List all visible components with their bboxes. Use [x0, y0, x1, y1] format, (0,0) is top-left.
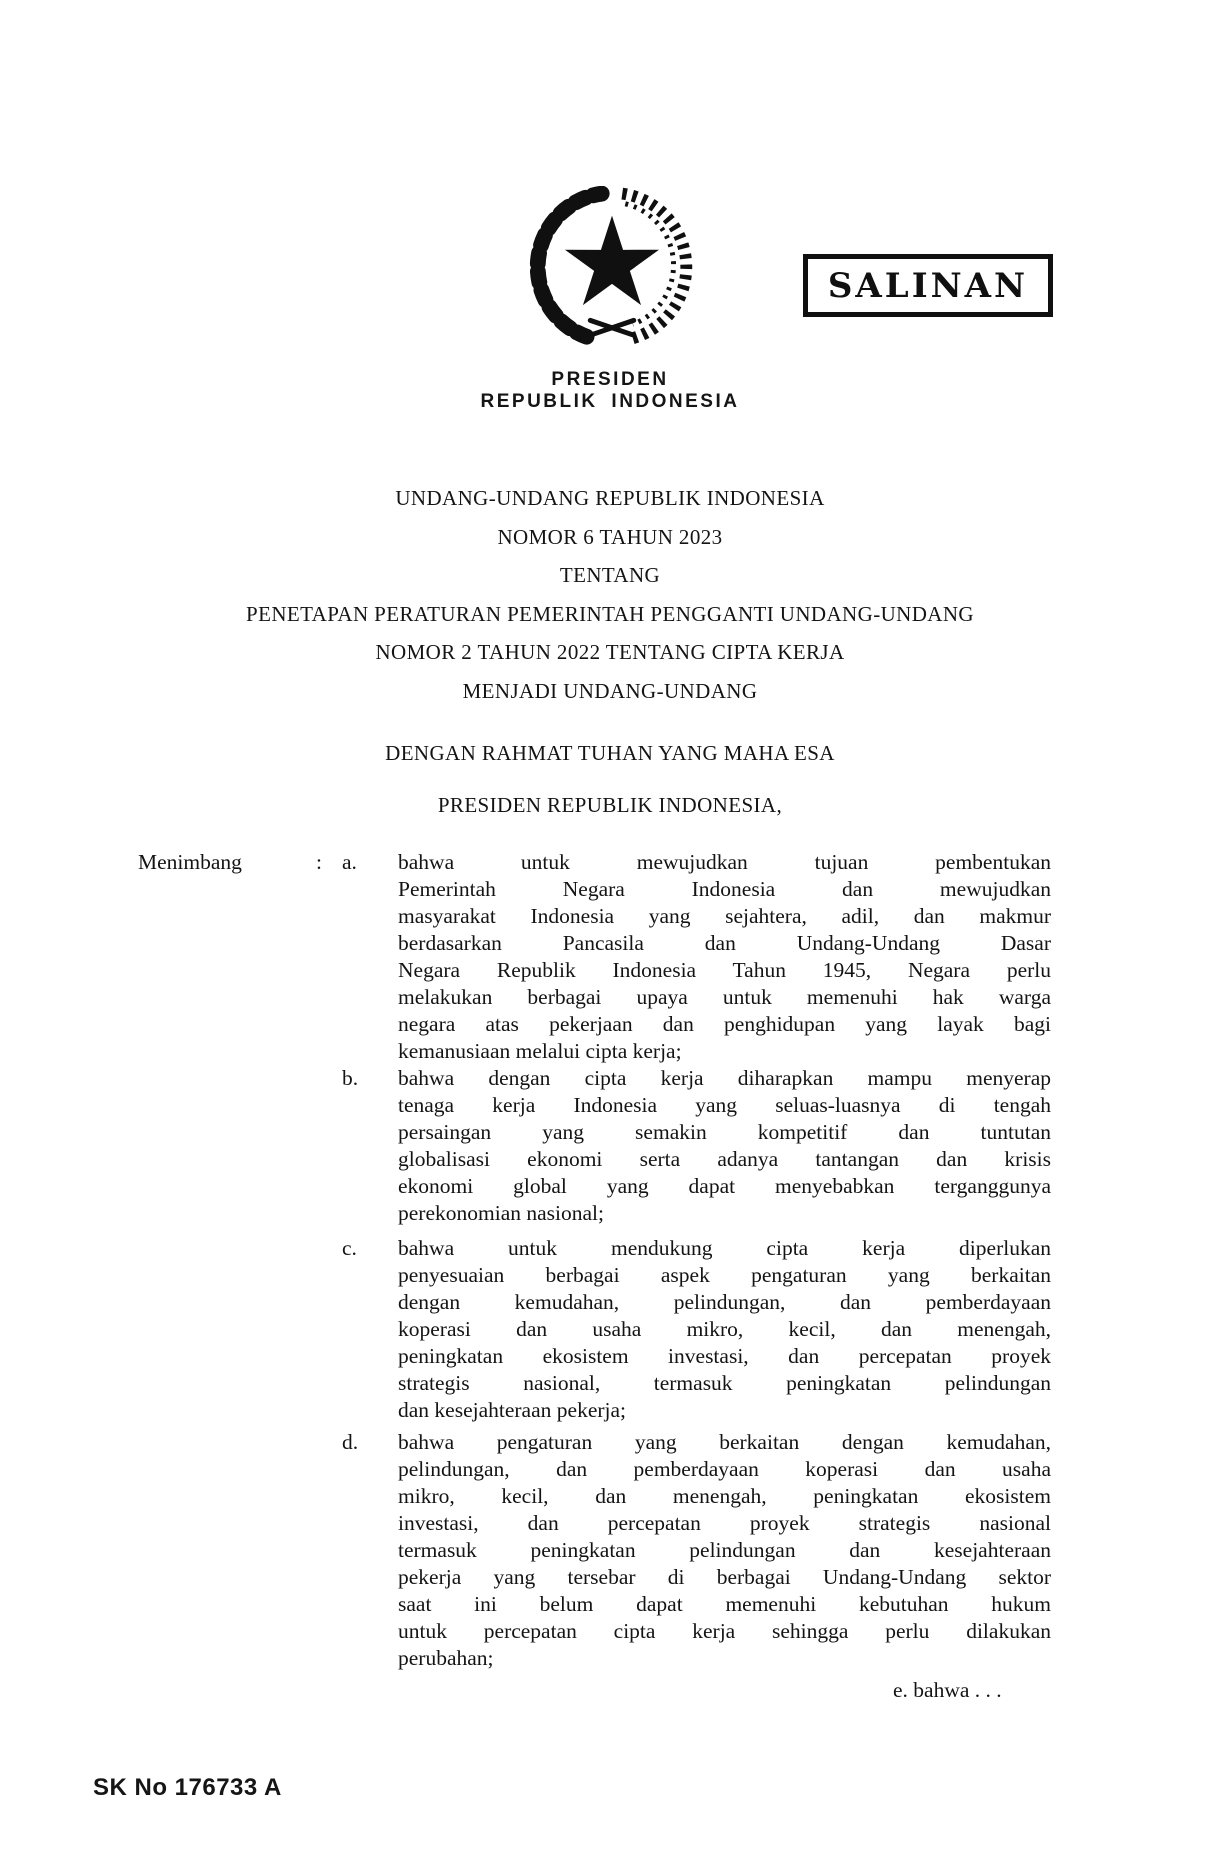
consideration-text-line: penyesuaian berbagai aspek pengaturan yang berkaitan [398, 1263, 1051, 1287]
document-title [0, 479, 1220, 710]
letterhead [0, 369, 1220, 413]
document-title-line: NOMOR 2 TAHUN 2022 TENTANG CIPTA KERJA [375, 640, 845, 664]
consideration-text-line: koperasi dan usaha mikro, kecil, dan menengah, [398, 1317, 1051, 1341]
consideration-text-line: untuk percepatan cipta kerja sehingga perlu dilakukan [398, 1619, 1051, 1643]
document-title-line: PENETAPAN PERATURAN PEMERINTAH PENGGANTI UNDANG-UNDANG [246, 601, 974, 626]
consideration-text-line: melakukan berbagai upaya untuk memenuhi hak warga [398, 985, 1051, 1009]
consideration-text-line: bahwa pengaturan yang berkaitan dengan kemudahan, [398, 1430, 1051, 1454]
consideration-text-line: termasuk peningkatan pelindungan dan kesejahteraan [398, 1538, 1051, 1562]
menimbang-colon: : [316, 850, 322, 874]
consideration-text-line: globalisasi ekonomi serta adanya tantangan dan krisis [398, 1147, 1051, 1171]
consideration-text-line: dengan kemudahan, pelindungan, dan pemberdayaan [398, 1290, 1051, 1314]
consideration-text-line: Pemerintah Negara Indonesia dan mewujudkan [398, 877, 1051, 901]
catchword: e. bahwa . . . [893, 1678, 1002, 1702]
consideration-text-line: investasi, dan percepatan proyek strategis nasional [398, 1511, 1051, 1535]
consideration-text-line: mikro, kecil, dan menengah, peningkatan ekosistem [398, 1484, 1051, 1508]
consideration-item [342, 1235, 1051, 1424]
consideration-text [398, 1235, 1051, 1424]
invocation-line: DENGAN RAHMAT TUHAN YANG MAHA ESA [385, 741, 835, 765]
consideration-text-line: bahwa untuk mewujudkan tujuan pembentukan [398, 850, 1051, 874]
consideration-letter: d. [342, 1430, 359, 1454]
menimbang-label: Menimbang [138, 850, 242, 874]
consideration-text-line: strategis nasional, termasuk peningkatan pelindungan [398, 1371, 1051, 1395]
consideration-text-line: pekerja yang tersebar di berbagai Undang-Undang sektor [398, 1565, 1051, 1589]
salinan-stamp [803, 254, 1053, 317]
salinan-stamp-label: SALINAN [827, 265, 1029, 306]
consideration-text-line: kemanusiaan melalui cipta kerja; [398, 1039, 682, 1063]
consideration-text-line: bahwa dengan cipta kerja diharapkan mampu menyerap [398, 1066, 1051, 1090]
consideration-item [342, 1429, 1051, 1672]
consideration-text-line: masyarakat Indonesia yang sejahtera, adil, dan makmur [398, 904, 1051, 928]
consideration-text-line: bahwa untuk mendukung cipta kerja diperlukan [398, 1236, 1051, 1260]
consideration-text-line: Negara Republik Indonesia Tahun 1945, Negara perlu [398, 958, 1051, 982]
consideration-text-line: saat ini belum dapat memenuhi kebutuhan hukum [398, 1592, 1051, 1616]
consideration-text-line: pelindungan, dan pemberdayaan koperasi dan usaha [398, 1457, 1051, 1481]
consideration-text [398, 1429, 1051, 1672]
consideration-item [342, 1065, 1051, 1227]
consideration-text-line: ekonomi global yang dapat menyebabkan terganggunya [398, 1174, 1051, 1198]
consideration-item [342, 849, 1051, 1065]
consideration-letter: b. [342, 1066, 359, 1090]
consideration-text [398, 1065, 1051, 1227]
letterhead-republik-indonesia: REPUBLIK INDONESIA [480, 391, 740, 412]
consideration-text-line: perubahan; [398, 1646, 494, 1670]
consideration-text-line: dan kesejahteraan pekerja; [398, 1398, 627, 1422]
document-title-line: MENJADI UNDANG-UNDANG [462, 678, 758, 703]
presidential-seal-icon [527, 186, 695, 354]
consideration-text-line: negara atas pekerjaan dan penghidupan yang layak bagi [398, 1012, 1051, 1036]
document-title-line: UNDANG-UNDANG REPUBLIK INDONESIA [395, 486, 825, 510]
consideration-letter: c. [342, 1236, 357, 1260]
consideration-text-line: peningkatan ekosistem investasi, dan percepatan proyek [398, 1344, 1051, 1368]
consideration-text-line: persaingan yang semakin kompetitif dan tuntutan [398, 1120, 1051, 1144]
letterhead-presiden: PRESIDEN [551, 369, 669, 390]
document-title-line: TENTANG [559, 563, 661, 587]
consideration-text [398, 849, 1051, 1065]
footer-code: SK No 176733 A [93, 1774, 282, 1801]
document-title-line: NOMOR 6 TAHUN 2023 [497, 524, 723, 549]
authority-line: PRESIDEN REPUBLIK INDONESIA, [437, 793, 783, 817]
consideration-items [342, 849, 1051, 1672]
star-icon [565, 216, 659, 305]
considerations-section [138, 849, 1051, 1672]
wreath-stems [590, 320, 633, 335]
consideration-text-line: tenaga kerja Indonesia yang seluas-luasnya di tengah [398, 1093, 1051, 1117]
consideration-text-line: perekonomian nasional; [398, 1201, 604, 1225]
consideration-text-line: berdasarkan Pancasila dan Undang-Undang Dasar [398, 931, 1051, 955]
consideration-letter: a. [342, 850, 357, 874]
